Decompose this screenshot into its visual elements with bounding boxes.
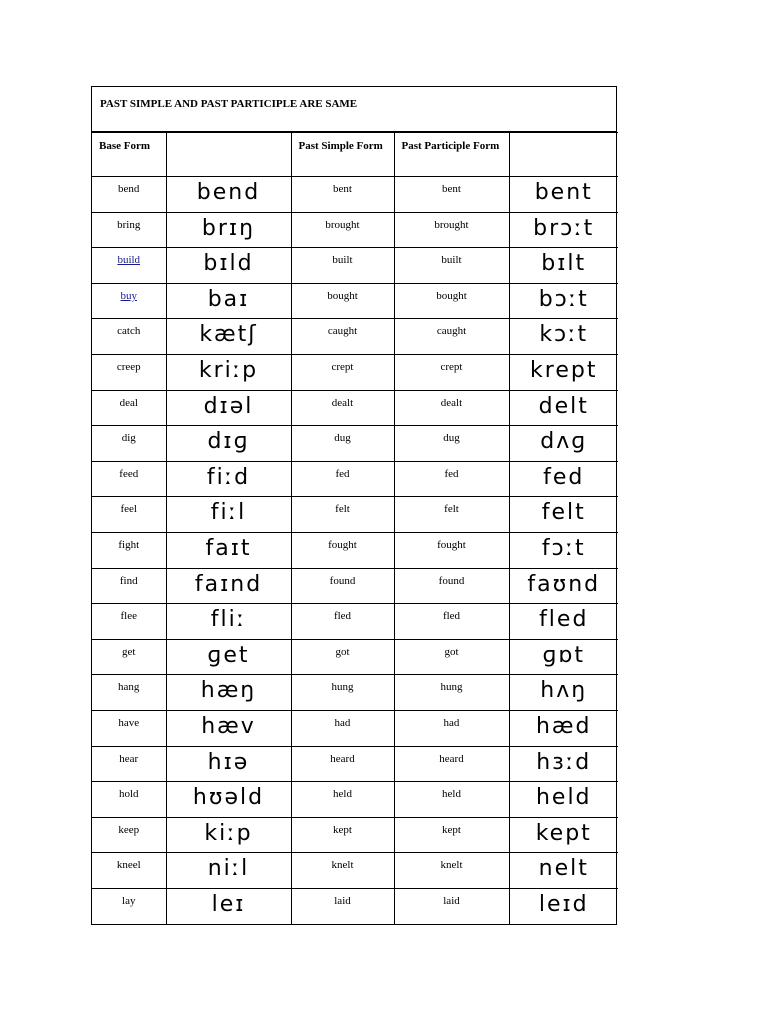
past-participle-cell <box>394 461 509 497</box>
base-ipa: fliː <box>210 607 247 633</box>
base-form: fight <box>118 538 140 551</box>
past-participle-cell <box>394 675 509 711</box>
past-ipa: krept <box>530 357 598 383</box>
past-ipa-cell <box>509 319 618 355</box>
base-form-cell <box>92 283 166 319</box>
past-participle: fought <box>437 538 466 551</box>
past-ipa: bent <box>534 180 593 205</box>
past-simple: caught <box>327 325 358 338</box>
past-participle-cell <box>394 604 509 640</box>
base-ipa-cell <box>166 283 291 319</box>
past-simple: had <box>334 716 351 729</box>
base-form-cell <box>92 319 166 355</box>
header-past-simple: Past Simple Form <box>291 133 394 177</box>
past-simple: fed <box>335 467 350 480</box>
base-form: find <box>119 574 138 587</box>
past-simple-cell <box>291 532 394 568</box>
past-ipa-cell <box>509 497 618 533</box>
past-ipa: held <box>535 785 592 811</box>
past-participle: felt <box>444 503 459 516</box>
past-participle-cell <box>394 746 509 782</box>
base-form: feel <box>120 503 137 516</box>
past-ipa: fed <box>543 464 585 490</box>
past-participle: built <box>441 254 462 267</box>
past-participle-cell <box>394 568 509 604</box>
past-simple: fought <box>328 538 357 551</box>
past-simple-cell <box>291 248 394 284</box>
base-form: dig <box>121 432 136 445</box>
past-simple-cell <box>291 782 394 818</box>
past-ipa-cell <box>509 817 618 853</box>
table-row <box>92 461 618 497</box>
past-ipa: leɪd <box>538 891 589 917</box>
base-ipa: bend <box>196 180 261 205</box>
table-row <box>92 283 618 319</box>
past-simple: bent <box>333 183 352 195</box>
base-ipa: faɪnd <box>194 571 263 597</box>
base-ipa: ɡet <box>207 642 250 668</box>
base-ipa-cell <box>166 354 291 390</box>
base-ipa: dɪəl <box>203 393 254 419</box>
base-ipa-cell <box>166 746 291 782</box>
base-ipa: niːl <box>207 856 250 882</box>
past-ipa-cell <box>509 390 618 426</box>
past-simple: kept <box>333 823 352 836</box>
table-row <box>92 710 618 746</box>
past-ipa: fɔːt <box>541 535 586 561</box>
base-form: hear <box>119 752 139 765</box>
past-simple: found <box>329 574 356 587</box>
table-row <box>92 248 618 284</box>
past-participle: knelt <box>440 859 463 872</box>
past-ipa-cell <box>509 248 618 284</box>
base-form: lay <box>122 894 136 907</box>
past-ipa-cell <box>509 782 618 818</box>
table-header-row <box>92 133 618 177</box>
past-simple-cell <box>291 390 394 426</box>
past-simple: built <box>332 254 353 267</box>
table-row <box>92 212 618 248</box>
table-row <box>92 319 618 355</box>
past-participle-cell <box>394 177 509 213</box>
base-ipa-cell <box>166 782 291 818</box>
past-simple-cell <box>291 604 394 640</box>
base-form: bring <box>117 218 141 231</box>
past-ipa: hʌŋ <box>540 678 588 704</box>
past-simple-cell <box>291 710 394 746</box>
past-participle: bent <box>442 183 461 195</box>
past-ipa-cell <box>509 888 618 924</box>
base-form-cell <box>92 639 166 675</box>
base-ipa: dɪɡ <box>207 429 250 455</box>
base-form: kneel <box>116 859 141 872</box>
past-participle-cell <box>394 853 509 889</box>
past-simple-cell <box>291 888 394 924</box>
past-simple-cell <box>291 283 394 319</box>
base-ipa: hæŋ <box>200 678 257 704</box>
past-ipa: kɔːt <box>539 322 589 348</box>
past-simple: heard <box>330 752 355 765</box>
past-ipa: ɡɒt <box>542 642 586 668</box>
base-ipa-cell <box>166 248 291 284</box>
base-ipa-cell <box>166 639 291 675</box>
past-participle-cell <box>394 319 509 355</box>
past-ipa: bɪlt <box>541 251 587 277</box>
past-ipa: felt <box>541 500 586 526</box>
header-past-ipa <box>509 133 618 177</box>
base-form-cell <box>92 675 166 711</box>
past-simple: brought <box>325 218 360 231</box>
base-form: bend <box>118 183 140 195</box>
base-ipa-cell <box>166 212 291 248</box>
past-participle: caught <box>436 325 467 338</box>
past-ipa-cell <box>509 426 618 462</box>
past-participle: brought <box>434 218 469 231</box>
base-form-cell <box>92 212 166 248</box>
past-participle: had <box>443 716 460 729</box>
base-form-cell <box>92 461 166 497</box>
base-ipa-cell <box>166 568 291 604</box>
base-ipa-cell <box>166 390 291 426</box>
past-simple-cell <box>291 177 394 213</box>
past-participle: laid <box>443 894 460 907</box>
past-simple-cell <box>291 675 394 711</box>
base-form-cell <box>92 426 166 462</box>
base-form-cell <box>92 248 166 284</box>
table-row <box>92 675 618 711</box>
past-ipa: hæd <box>535 713 592 739</box>
past-simple-cell <box>291 461 394 497</box>
past-participle: heard <box>439 752 464 765</box>
past-participle: fed <box>444 467 459 480</box>
table-row <box>92 817 618 853</box>
base-form-link[interactable]: build <box>117 254 141 267</box>
base-ipa: hæv <box>201 713 256 739</box>
table-row <box>92 746 618 782</box>
past-simple: dug <box>334 432 351 445</box>
past-participle-cell <box>394 888 509 924</box>
past-participle: kept <box>442 823 461 836</box>
base-form: hold <box>118 788 139 801</box>
base-ipa-cell <box>166 817 291 853</box>
table-row <box>92 177 618 213</box>
past-simple: crept <box>331 360 354 373</box>
past-simple-cell <box>291 497 394 533</box>
base-form-cell <box>92 853 166 889</box>
verb-table-document <box>91 86 617 925</box>
base-form: keep <box>118 823 140 836</box>
table-row <box>92 888 618 924</box>
base-ipa: baɪ <box>207 286 250 312</box>
table-row <box>92 426 618 462</box>
past-participle: held <box>442 788 461 801</box>
past-ipa-cell <box>509 177 618 213</box>
table-row <box>92 782 618 818</box>
past-ipa: nelt <box>538 856 589 882</box>
past-simple-cell <box>291 426 394 462</box>
base-form: feed <box>119 467 139 480</box>
past-participle-cell <box>394 710 509 746</box>
base-form: flee <box>120 610 137 623</box>
base-ipa: hɪə <box>207 749 250 775</box>
base-form-cell <box>92 710 166 746</box>
base-ipa-cell <box>166 426 291 462</box>
past-participle: dealt <box>440 396 463 409</box>
past-simple: held <box>333 788 352 801</box>
base-form-link[interactable]: buy <box>120 289 137 302</box>
header-base-form: Base Form <box>92 133 166 177</box>
table-row <box>92 639 618 675</box>
past-participle-cell <box>394 354 509 390</box>
base-form-cell <box>92 604 166 640</box>
past-simple-cell <box>291 319 394 355</box>
past-ipa-cell <box>509 461 618 497</box>
past-simple-cell <box>291 568 394 604</box>
past-ipa-cell <box>509 212 618 248</box>
past-simple-cell <box>291 354 394 390</box>
past-ipa-cell <box>509 853 618 889</box>
past-simple-cell <box>291 853 394 889</box>
past-participle: bought <box>436 289 467 302</box>
base-ipa-cell <box>166 497 291 533</box>
base-ipa: fiːl <box>210 500 247 526</box>
base-ipa: kætʃ <box>199 322 258 348</box>
past-simple-cell <box>291 817 394 853</box>
table-row <box>92 354 618 390</box>
past-participle-cell <box>394 782 509 818</box>
base-form-cell <box>92 746 166 782</box>
past-ipa-cell <box>509 532 618 568</box>
header-past-participle: Past Participle Form <box>394 133 509 177</box>
past-ipa-cell <box>509 639 618 675</box>
base-form: get <box>122 645 136 658</box>
past-simple-cell <box>291 639 394 675</box>
past-ipa: kept <box>535 820 592 846</box>
past-ipa: faʊnd <box>527 571 601 597</box>
past-participle-cell <box>394 390 509 426</box>
base-ipa: hʊəld <box>192 785 265 811</box>
base-ipa-cell <box>166 710 291 746</box>
base-ipa: kiːp <box>204 820 253 846</box>
past-participle-cell <box>394 497 509 533</box>
past-ipa: hɜːd <box>536 749 592 775</box>
base-ipa-cell <box>166 675 291 711</box>
page-title: PAST SIMPLE AND PAST PARTICIPLE ARE SAME <box>92 87 616 132</box>
past-participle: dug <box>443 432 460 445</box>
past-participle: hung <box>440 681 463 694</box>
base-ipa: fiːd <box>206 464 251 490</box>
past-simple: knelt <box>331 859 354 872</box>
past-ipa: fled <box>539 607 589 633</box>
past-participle-cell <box>394 639 509 675</box>
past-ipa: bɔːt <box>538 286 589 312</box>
past-ipa: delt <box>538 393 589 419</box>
past-simple: laid <box>334 894 351 907</box>
base-ipa-cell <box>166 461 291 497</box>
base-ipa: kriːp <box>198 357 259 383</box>
table-row <box>92 853 618 889</box>
table-row <box>92 532 618 568</box>
past-ipa-cell <box>509 354 618 390</box>
base-form: deal <box>119 396 138 409</box>
base-ipa: faɪt <box>205 535 252 561</box>
table-row <box>92 604 618 640</box>
past-ipa: brɔːt <box>533 215 595 241</box>
past-ipa: dʌɡ <box>540 429 588 455</box>
past-participle: fled <box>442 610 461 623</box>
past-ipa-cell <box>509 746 618 782</box>
base-form-cell <box>92 497 166 533</box>
base-form-cell <box>92 888 166 924</box>
base-ipa-cell <box>166 888 291 924</box>
base-form-cell <box>92 568 166 604</box>
base-form-cell <box>92 817 166 853</box>
table-row <box>92 568 618 604</box>
past-participle: crept <box>440 360 463 373</box>
table-row <box>92 390 618 426</box>
base-ipa: bɪld <box>203 251 254 277</box>
past-simple: got <box>335 645 350 658</box>
base-ipa-cell <box>166 319 291 355</box>
past-ipa-cell <box>509 604 618 640</box>
past-simple: hung <box>331 681 354 694</box>
past-simple-cell <box>291 746 394 782</box>
past-participle-cell <box>394 532 509 568</box>
base-form-cell <box>92 177 166 213</box>
base-form: hang <box>118 681 140 694</box>
past-participle-cell <box>394 248 509 284</box>
base-form-cell <box>92 354 166 390</box>
verb-table <box>92 132 618 924</box>
past-ipa-cell <box>509 568 618 604</box>
base-ipa-cell <box>166 853 291 889</box>
base-ipa-cell <box>166 177 291 213</box>
base-form-cell <box>92 782 166 818</box>
table-row <box>92 497 618 533</box>
past-simple-cell <box>291 212 394 248</box>
base-form: have <box>118 716 140 729</box>
base-ipa-cell <box>166 532 291 568</box>
past-ipa-cell <box>509 710 618 746</box>
past-participle: found <box>438 574 465 587</box>
base-ipa: leɪ <box>211 891 246 917</box>
past-simple: bought <box>327 289 358 302</box>
past-participle-cell <box>394 426 509 462</box>
base-ipa-cell <box>166 604 291 640</box>
past-participle: got <box>444 645 459 658</box>
past-participle-cell <box>394 283 509 319</box>
past-simple: fled <box>333 610 352 623</box>
base-form-cell <box>92 390 166 426</box>
base-ipa: brɪŋ <box>201 215 256 241</box>
base-form: creep <box>116 360 141 373</box>
header-base-ipa <box>166 133 291 177</box>
base-form-cell <box>92 532 166 568</box>
past-participle-cell <box>394 212 509 248</box>
past-ipa-cell <box>509 675 618 711</box>
past-participle-cell <box>394 817 509 853</box>
past-simple: dealt <box>331 396 354 409</box>
past-ipa-cell <box>509 283 618 319</box>
past-simple: felt <box>335 503 350 516</box>
base-form: catch <box>117 325 141 338</box>
